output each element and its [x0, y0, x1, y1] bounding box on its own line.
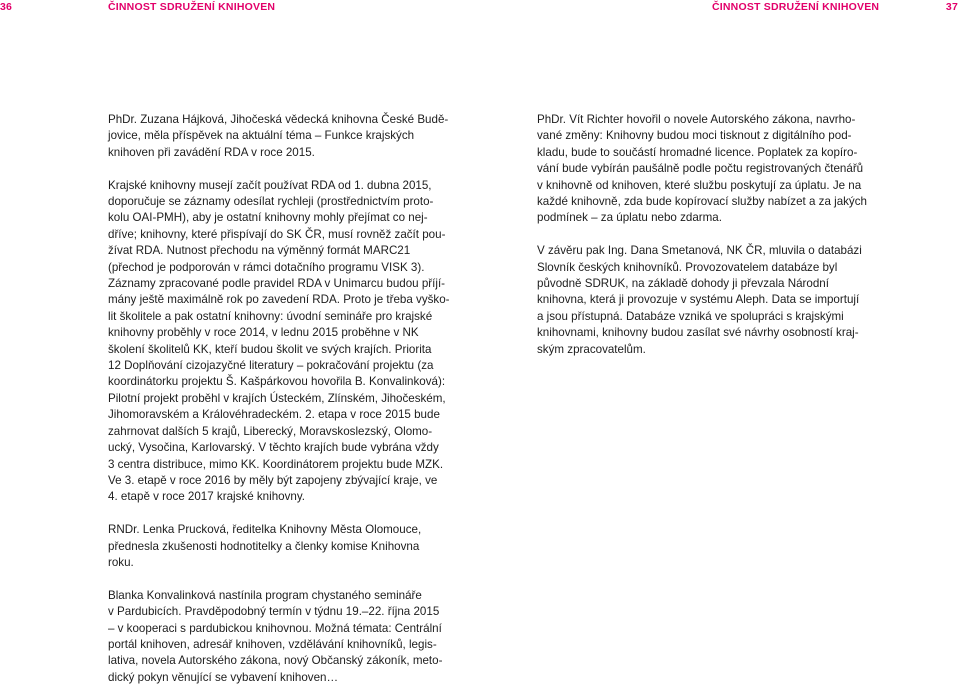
paragraph [108, 178, 450, 506]
paragraph-gap [537, 227, 857, 243]
text-line: doporučuje se záznamy odesílat rychleji (prostřednictvím proto- [108, 195, 434, 209]
text-line: Jihomoravském a Královéhradeckém. 2. etapa v roce 2015 bude [108, 408, 440, 422]
page-number-right: 37 [945, 1, 958, 13]
text-line: každé knihovně, zda bude kopírovací služby nabízet a za jakých [537, 195, 867, 209]
text-line: mány ještě maximálně rok po zavedení RDA. Proto je třeba vyško- [108, 293, 450, 307]
text-line: kolu OAI-PMH), aby je ostatní knihovny mohly přejímat co nej- [108, 211, 428, 225]
text-line: přednesla zkušenosti hodnotitelky a členky komise Knihovna [108, 539, 420, 553]
paragraph [108, 112, 449, 161]
left-column [108, 112, 450, 686]
text-line: Krajské knihovny musejí začít používat RDA od 1. dubna 2015, [108, 178, 432, 192]
text-line: dříve; knihovny, které přispívají do SK ČR, musí rovněž začít pou- [108, 227, 446, 241]
text-line: podmínek – za úplatu nebo zdarma. [537, 211, 722, 225]
text-line: školení školitelů KK, kteří budou školit ve svých krajích. Priorita [108, 342, 432, 356]
text-line: knihovny proběhly v roce 2014, v lednu 2015 proběhne v NK [108, 326, 419, 340]
paragraph [108, 522, 434, 571]
text-line: žívat RDA. Nutnost přechodu na výměnný formát MARC21 [108, 244, 411, 258]
text-line: vané změny: Knihovny budou moci tisknout z digitálního pod- [537, 129, 852, 143]
running-header-left: ČINNOST SDRUŽENÍ KNIHOVEN [108, 1, 276, 13]
text-line: RNDr. Lenka Prucková, ředitelka Knihovny Města Olomouce, [108, 523, 422, 537]
text-line: PhDr. Vít Richter hovořil o novele Autorského zákona, navrho- [537, 113, 856, 126]
paragraph [537, 243, 862, 358]
text-line: Slovník českých knihovníků. Provozovatelem databáze byl [537, 260, 838, 274]
text-line: knihovna, která ji provozuje v systému Aleph. Data se importují [537, 293, 860, 307]
text-line: vání bude vybírán paušálně podle počtu registrovaných čtenářů [537, 162, 864, 176]
text-line: knihoven při zavádění RDA v roce 2015. [108, 145, 315, 159]
right-column [537, 112, 867, 358]
text-line: ským zpracovatelům. [537, 342, 646, 356]
text-line: – v kooperaci s pardubickou knihovnou. Možná témata: Centrální [108, 621, 442, 635]
text-line: PhDr. Zuzana Hájková, Jihočeská vědecká knihovna České Budě- [108, 113, 449, 126]
text-line: Blanka Konvalinková nastínila program chystaného semináře [108, 588, 422, 602]
text-line: v Pardubicích. Pravděpodobný termín v týdnu 19.–22. října 2015 [108, 605, 440, 619]
text-line: portál knihoven, adresář knihoven, vzdělávání knihovníků, legis- [108, 637, 437, 651]
text-line: roku. [108, 555, 134, 569]
text-line: lit školitele a pak ostatní knihovny: úvodní semináře pro krajské [108, 309, 433, 323]
paragraph-gap [108, 506, 434, 522]
text-line: a jsou přístupná. Databáze vzniká ve spolupráci s krajskými [537, 309, 844, 323]
text-line: dický pokyn věnující se vybavení knihoven… [108, 670, 339, 684]
text-line: zahrnovat dalších 5 krajů, Liberecký, Moravskoslezský, Olomo- [108, 424, 433, 438]
text-line: jovice, měla příspěvek na aktuální téma – Funkce krajských [108, 129, 415, 143]
page-number-left: 36 [0, 1, 13, 13]
paragraph-gap [108, 571, 434, 587]
text-line: kladu, bude to součástí hromadné licence. Poplatek za kopíro- [537, 145, 858, 159]
paragraph-gap [108, 161, 434, 177]
text-line: knihovnami, knihovny budou zasílat své návrhy osobností kraj- [537, 326, 859, 340]
text-line: (přechod je podporován v rámci dotačního programu VISK 3). [108, 260, 425, 274]
text-line: původně SDRUK, na základě dohody ji převzala Národní [537, 277, 829, 291]
text-line: Záznamy zpracované podle pravidel RDA v Unimarcu budou příjí- [108, 277, 446, 291]
text-line: koordinátorku projektu Š. Kašpárkovou hovořila B. Konvalinková): [108, 375, 446, 389]
text-line: 12 Doplňování cizojazyčné literatury – pokračování projektu (za [108, 359, 434, 373]
text-line: lativa, novela Autorského zákona, nový Občanský zákoník, meto- [108, 654, 443, 668]
paragraph [537, 112, 867, 227]
text-line: ucký, Vysočina, Karlovarský. V těchto krajích bude vybrána vždy [108, 441, 439, 455]
text-line: 3 centra distribuce, mimo KK. Koordinátorem projektu bude MZK. [108, 457, 444, 471]
paragraph [108, 588, 443, 686]
text-line: V závěru pak Ing. Dana Smetanová, NK ČR, mluvila o databázi [537, 244, 862, 258]
text-line: Pilotní projekt proběhl v krajích Ústeckém, Zlínském, Jihočeském, [108, 391, 446, 405]
text-line: 4. etapě v roce 2017 krajské knihovny. [108, 490, 305, 504]
running-header-right: ČINNOST SDRUŽENÍ KNIHOVEN [712, 1, 880, 13]
text-line: v knihovně od knihoven, které službu poskytují za úplatu. Je na [537, 178, 862, 192]
text-line: Ve 3. etapě v roce 2016 by měly být zapojeny zbývající kraje, ve [108, 473, 438, 487]
